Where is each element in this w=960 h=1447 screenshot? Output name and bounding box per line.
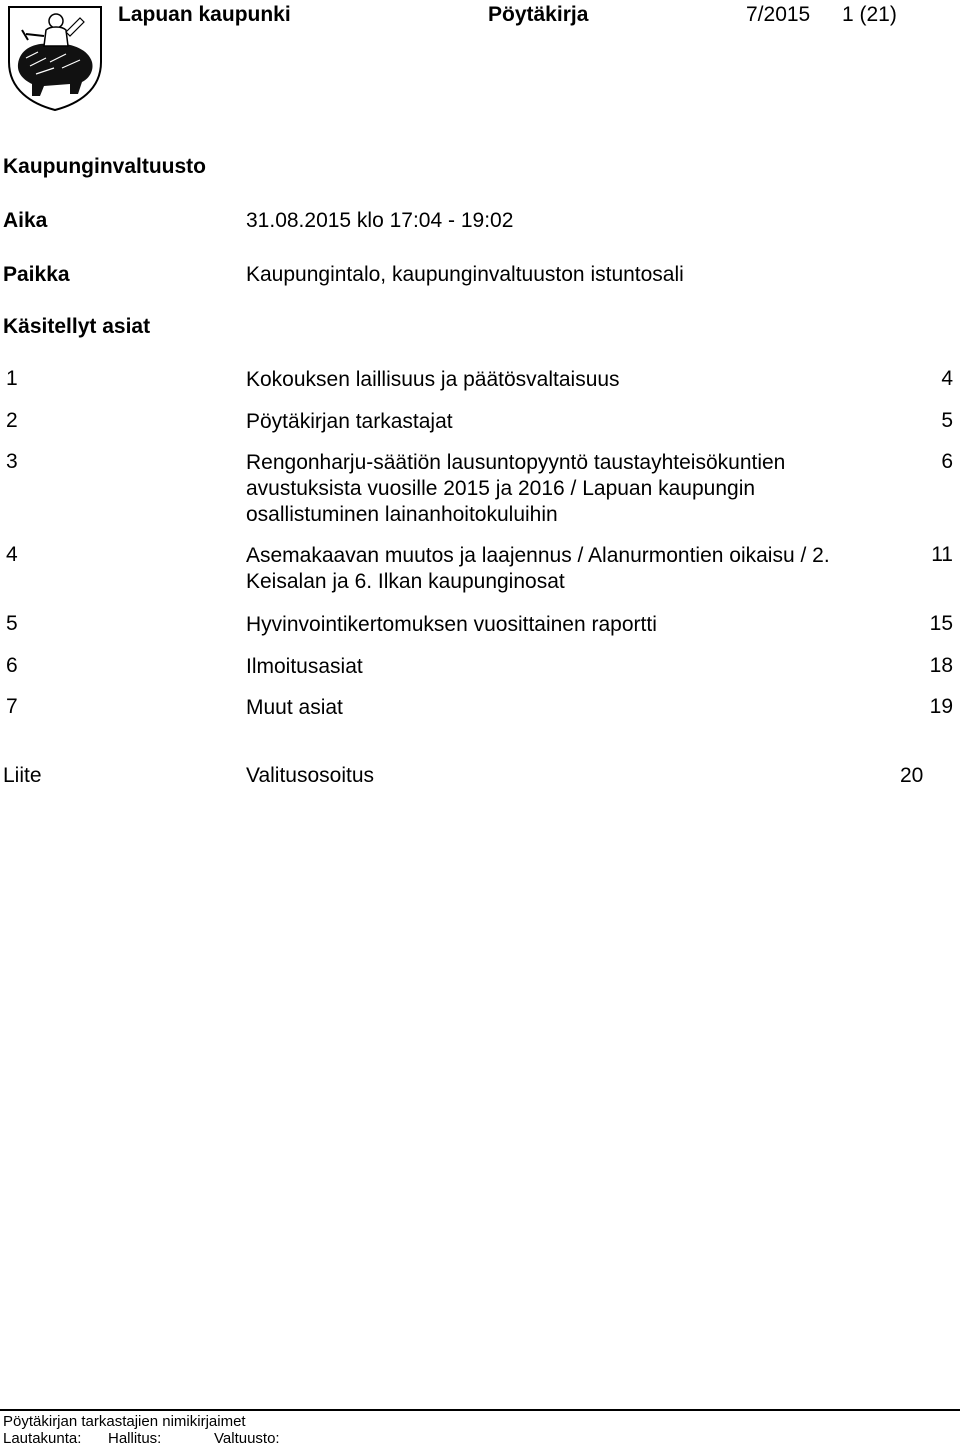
appendix-page: 20 — [900, 764, 924, 787]
item-number: 2 — [6, 409, 18, 432]
coat-of-arms-icon — [6, 4, 104, 112]
item-number: 4 — [6, 543, 18, 566]
item-title: Rengonharju-säätiön lausuntopyyntö taustayhteisökuntien avustuksista vuosille 2015 ja 2016 / Lapuan kaupungin osallistuminen lainanhoitokuluihin — [246, 451, 786, 526]
item-page: 4 — [941, 367, 953, 390]
item-title: Muut asiat — [246, 696, 343, 719]
meeting-time-value: 31.08.2015 klo 17:04 - 19:02 — [246, 209, 514, 232]
item-title: Asemakaavan muutos ja laajennus / Alanurmontien oikaisu / 2. Keisalan ja 6. Ilkan kaupunginosat — [246, 544, 830, 593]
item-page: 11 — [931, 543, 953, 566]
item-page: 6 — [941, 450, 953, 473]
header-document-number: 7/2015 — [746, 3, 811, 26]
item-page: 18 — [929, 654, 953, 677]
meeting-time-label: Aika — [3, 209, 48, 232]
header-page-number: 1 (21) — [842, 3, 897, 26]
meeting-place-label: Paikka — [3, 263, 70, 286]
item-title: Ilmoitusasiat — [246, 655, 363, 678]
item-number: 6 — [6, 654, 18, 677]
item-number: 5 — [6, 612, 18, 635]
footer-divider — [0, 1409, 960, 1411]
item-title: Kokouksen laillisuus ja päätösvaltaisuus — [246, 368, 620, 391]
items-heading: Käsitellyt asiat — [3, 315, 151, 338]
footer-signatures-title: Pöytäkirjan tarkastajien nimikirjaimet — [3, 1413, 246, 1430]
meeting-place-value: Kaupungintalo, kaupunginvaltuuston istuntosali — [246, 263, 684, 286]
item-page: 15 — [929, 612, 953, 635]
item-title: Pöytäkirjan tarkastajat — [246, 410, 453, 433]
header-document-type: Pöytäkirja — [488, 3, 589, 26]
footer-council-label: Valtuusto: — [214, 1430, 280, 1447]
item-number: 1 — [6, 367, 18, 390]
footer-board-label: Lautakunta: — [3, 1430, 82, 1447]
header-organization: Lapuan kaupunki — [118, 3, 291, 26]
item-number: 3 — [6, 450, 18, 473]
appendix-label: Liite — [3, 764, 42, 787]
body-name: Kaupunginvaltuusto — [3, 155, 206, 178]
item-page: 19 — [929, 695, 953, 718]
footer-government-label: Hallitus: — [108, 1430, 162, 1447]
item-number: 7 — [6, 695, 18, 718]
appendix-title: Valitusosoitus — [246, 764, 375, 787]
item-title: Hyvinvointikertomuksen vuosittainen raportti — [246, 613, 657, 636]
item-page: 5 — [941, 409, 953, 432]
